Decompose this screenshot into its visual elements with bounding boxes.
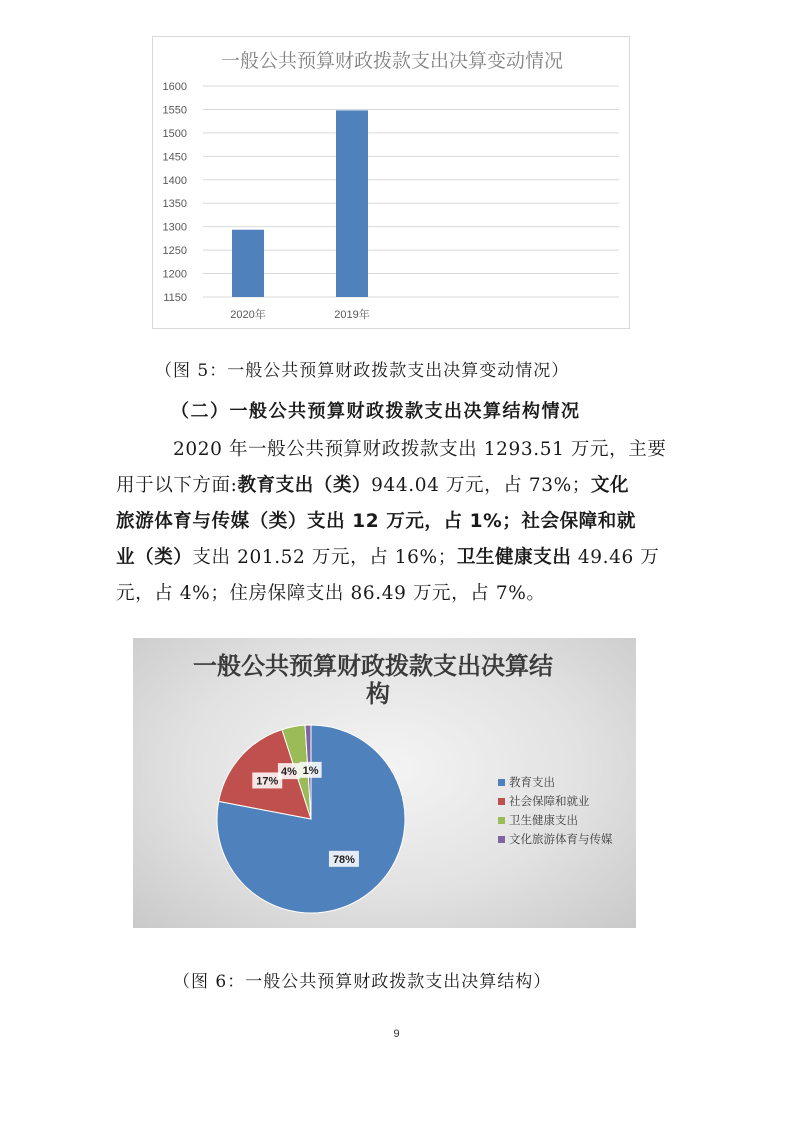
text-run-bold: 文化 [590, 475, 630, 496]
bar-chart-title: 一般公共预算财政拨款支出决算变动情况 [220, 50, 564, 72]
paragraph-line-1: 2020 年一般公共预算财政拨款支出 1293.51 万元，主要 [173, 439, 667, 460]
paragraph-line-4 [116, 540, 666, 576]
y-tick-label: 1550 [162, 104, 187, 117]
legend-swatch [498, 779, 505, 786]
data-label: 78% [332, 853, 355, 866]
y-tick-label: 1200 [162, 268, 187, 281]
legend-label: 卫生健康支出 [509, 813, 578, 827]
figure-6-caption: （图 6：一般公共预算财政拨款支出决算结构） [173, 972, 552, 992]
bar-chart [152, 36, 630, 329]
legend-swatch [498, 798, 505, 805]
legend-label: 文化旅游体育与传媒 [509, 832, 613, 846]
y-tick-label: 1450 [162, 151, 187, 164]
section-heading: （二）一般公共预算财政拨款支出决算结构情况 [171, 401, 581, 422]
data-label: 1% [302, 764, 319, 777]
y-tick-label: 1350 [162, 198, 187, 211]
pie-chart-title-line-1: 一般公共预算财政拨款支出决算结 [193, 652, 553, 680]
pie-chart-title-line-2: 构 [366, 680, 390, 708]
text-run: 944.04 万元，占 73%； [371, 475, 591, 496]
legend-label: 教育支出 [509, 775, 555, 789]
text-run-bold: 业（类） [116, 547, 193, 568]
x-tick-label: 2019年 [334, 309, 370, 321]
body-paragraph [116, 432, 667, 612]
text-run: 49.46 万 [571, 547, 660, 568]
y-tick-label: 1600 [162, 81, 187, 93]
legend-swatch [498, 836, 505, 843]
y-tick-label: 1300 [162, 221, 187, 234]
page-number: 9 [393, 1028, 400, 1040]
legend-label: 社会保障和就业 [509, 794, 590, 808]
figure-5-caption: （图 5：一般公共预算财政拨款支出决算变动情况） [155, 361, 570, 381]
text-run-bold: 卫生健康支出 [456, 547, 572, 568]
bar-chart-svg [153, 37, 631, 330]
y-tick-label: 1500 [162, 127, 187, 140]
data-label: 17% [256, 775, 279, 788]
pie-chart [133, 638, 636, 928]
y-tick-label: 1250 [162, 245, 187, 258]
text-run: 支出 201.52 万元，占 16%； [192, 547, 457, 568]
bar [232, 230, 264, 297]
bar [336, 110, 368, 297]
y-tick-label: 1150 [163, 292, 187, 304]
legend-swatch [498, 817, 505, 824]
text-run-bold: 教育支出（类） [237, 475, 372, 496]
x-tick-label: 2020年 [230, 309, 266, 321]
paragraph-line-2 [116, 468, 666, 504]
pie-chart-svg [133, 638, 636, 928]
y-tick-label: 1400 [162, 174, 187, 187]
data-label: 4% [280, 766, 297, 779]
paragraph-line-5: 元，占 4%；住房保障支出 86.49 万元，占 7%。 [116, 583, 546, 604]
text-run: 用于以下方面: [116, 475, 238, 496]
paragraph-line-3: 旅游体育与传媒（类）支出 12 万元，占 1%；社会保障和就 [116, 511, 636, 532]
